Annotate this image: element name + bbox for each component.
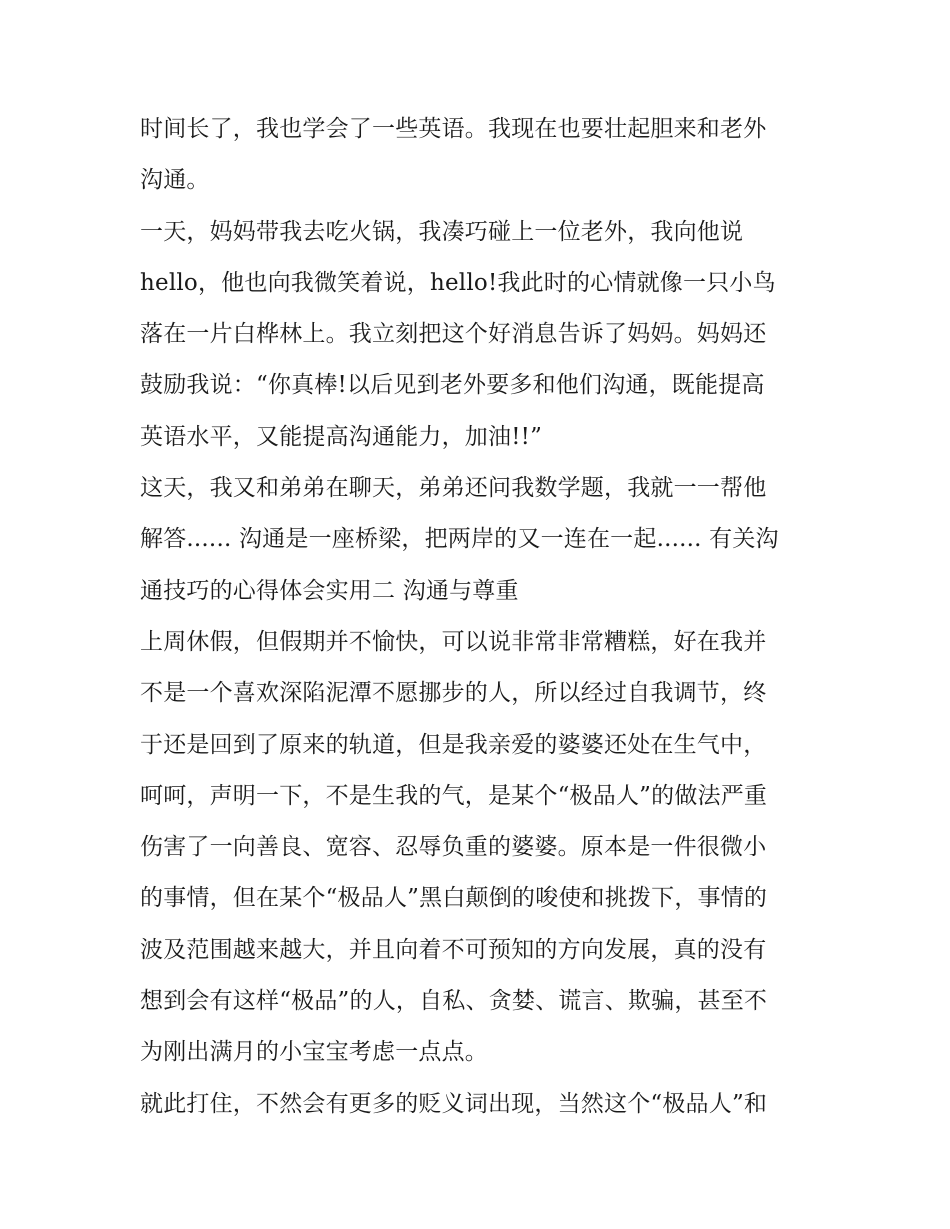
text-line: 这天，我又和弟弟在聊天，弟弟还问我数学题，我就一一帮他	[140, 475, 767, 502]
text-line: 的事情，但在某个“极品人”黑白颠倒的唆使和挑拨下，事情的	[140, 885, 768, 912]
text-line: 想到会有这样“极品”的人，自私、贪婪、谎言、欺骗，甚至不	[140, 988, 768, 1015]
text-line: 鼓励我说：“你真棒!以后见到老外要多和他们沟通，既能提高	[140, 372, 765, 399]
text-line: 就此打住，不然会有更多的贬义词出现，当然这个“极品人”和	[140, 1090, 768, 1117]
text-line: 呵呵，声明一下，不是生我的气，是某个“极品人”的做法严重	[140, 782, 768, 809]
text-line: hello，他也向我微笑着说，hello!我此时的心情就像一只小鸟	[140, 269, 776, 296]
text-line: 波及范围越来越大，并且向着不可预知的方向发展，真的没有	[140, 936, 767, 963]
text-line: 沟通。	[140, 167, 210, 194]
text-line: 解答...... 沟通是一座桥梁，把两岸的又一连在一起...... 有关沟	[140, 526, 779, 553]
text-line: 不是一个喜欢深陷泥潭不愿挪步的人，所以经过自我调节，终	[140, 680, 767, 707]
text-line: 为刚出满月的小宝宝考虑一点点。	[140, 1039, 488, 1066]
text-line: 伤害了一向善良、宽容、忍辱负重的婆婆。原本是一件很微小	[140, 834, 767, 861]
text-line: 上周休假，但假期并不愉快，可以说非常非常糟糕，好在我并	[140, 628, 767, 655]
text-line: 英语水平，又能提高沟通能力，加油!!”	[140, 423, 543, 450]
document-body	[140, 104, 812, 1130]
text-line: 通技巧的心得体会实用二 沟通与尊重	[140, 577, 519, 604]
text-line: 落在一片白桦林上。我立刻把这个好消息告诉了妈妈。妈妈还	[140, 321, 767, 348]
text-line: 时间长了，我也学会了一些英语。我现在也要壮起胆来和老外	[140, 116, 767, 142]
text-line: 一天，妈妈带我去吃火锅，我凑巧碰上一位老外，我向他说	[140, 218, 744, 245]
text-line: 于还是回到了原来的轨道，但是我亲爱的婆婆还处在生气中，	[140, 731, 767, 758]
